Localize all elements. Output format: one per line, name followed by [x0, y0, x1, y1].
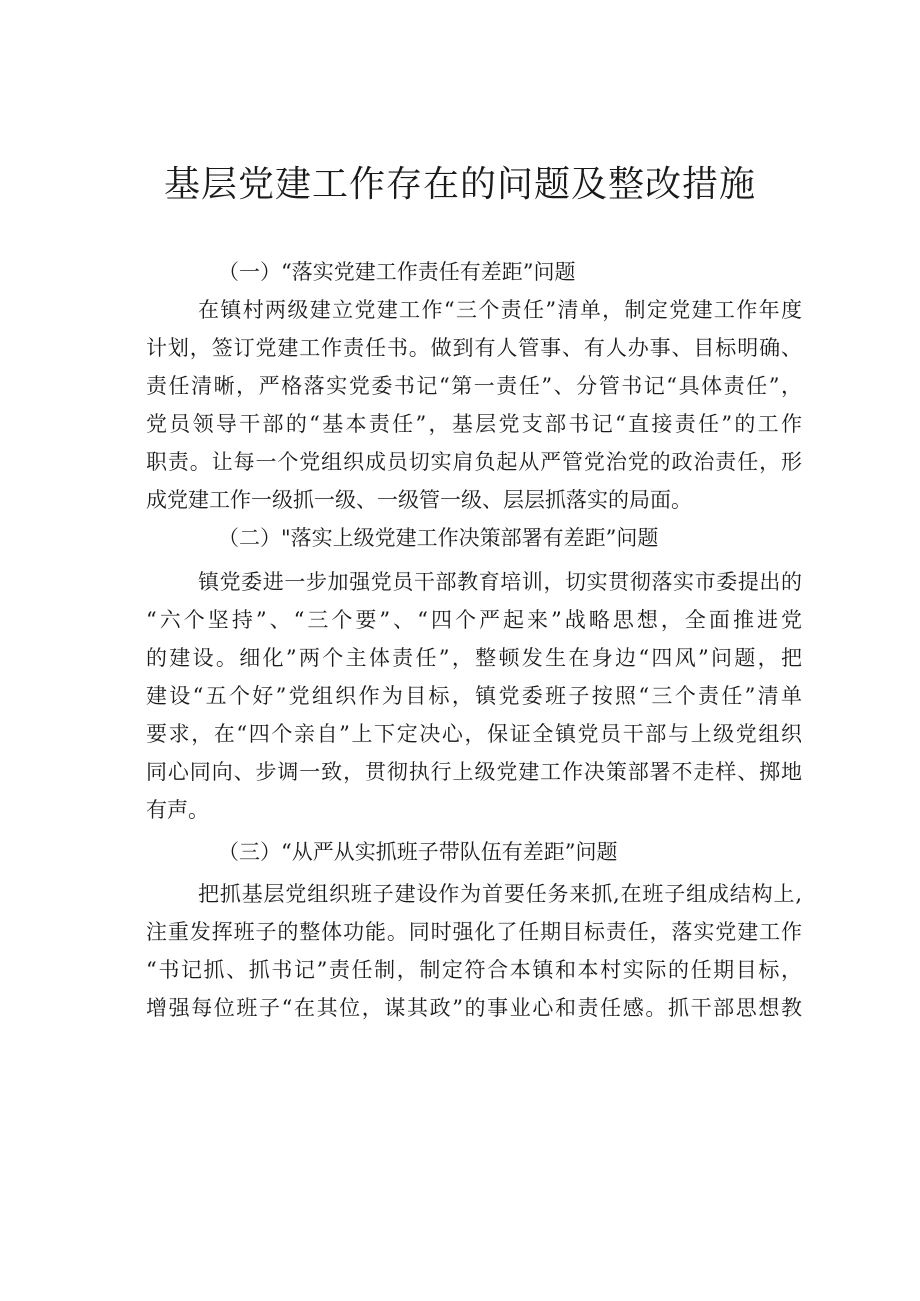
section-heading: （三）“从严从实抓班子带队伍有差距”问题 [218, 840, 618, 864]
section-3 [146, 829, 802, 1027]
paragraph-line: 建设“五个好”党组织作为目标，镇党委班子按照“三个责任”清单 [146, 684, 802, 708]
paragraph-line: 镇党委进一步加强党员干部教育培训，切实贯彻落实市委提出的 [198, 570, 802, 594]
paragraph-line: 职责。让每一个党组织成员切实肩负起从严管党治党的政治责任，形 [146, 450, 802, 474]
paragraph-line: 增强每位班子“在其位，谋其政”的事业心和责任感。抓干部思想教 [146, 996, 802, 1020]
paragraph-line: 要求，在“四个亲自”上下定决心，保证全镇党员干部与上级党组织 [146, 722, 802, 746]
section-heading: （二）"落实上级党建工作决策部署有差距”问题 [218, 526, 659, 550]
paragraph-line: 把抓基层党组织班子建设作为首要任务来抓,在班子组成结构上, [198, 882, 802, 906]
paragraph-line: “书记抓、抓书记”责任制，制定符合本镇和本村实际的任期目标， [146, 958, 802, 982]
paragraph-line: 责任清晰，严格落实党委书记“第一责任”、分管书记“具体责任”， [146, 374, 802, 398]
document-title: 基层党建工作存在的问题及整改措施 [163, 164, 756, 205]
paragraph-line: 同心同向、步调一致，贯彻执行上级党建工作决策部署不走样、掷地 [146, 760, 802, 784]
section-paragraph [146, 291, 802, 519]
paragraph-line: 的建设。细化”两个主体责任”，整顿发生在身边“四风”问题，把 [146, 646, 802, 670]
section-2 [146, 519, 802, 829]
paragraph-line: “六个坚持”、“三个要”、“四个严起来”战略思想，全面推进党 [146, 608, 802, 632]
document-body [146, 253, 802, 1027]
paragraph-line: 注重发挥班子的整体功能。同时强化了任期目标责任，落实党建工作 [146, 920, 802, 944]
paragraph-line: 党员领导干部的“基本责任”，基层党支部书记“直接责任”的工作 [146, 412, 802, 436]
paragraph-line: 计划，签订党建工作责任书。做到有人管事、有人办事、目标明确、 [146, 336, 802, 360]
section-heading: （一）“落实党建工作责任有差距”问题 [218, 260, 576, 284]
section-paragraph [146, 875, 802, 1027]
section-paragraph [146, 563, 802, 829]
paragraph-line: 成党建工作一级抓一级、一级管一级、层层抓落实的局面。 [146, 488, 692, 512]
paragraph-line: 在镇村两级建立党建工作“三个责任”清单，制定党建工作年度 [198, 298, 802, 322]
section-1 [146, 253, 802, 519]
paragraph-line: 有声。 [146, 798, 209, 822]
